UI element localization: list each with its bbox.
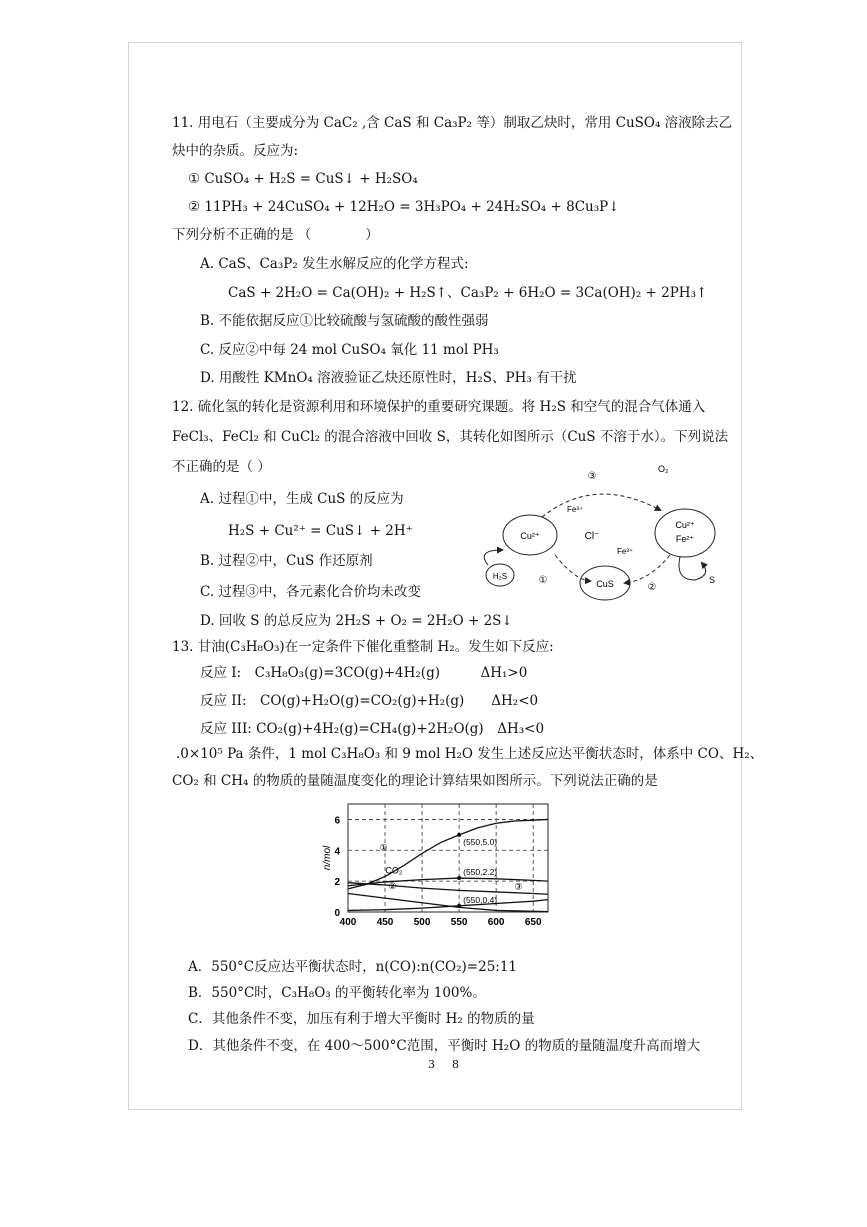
page-number: 3 (428, 1058, 435, 1071)
x-tick-label: 400 (339, 917, 357, 928)
q13-stem-line1: 13. 甘油(C₃H₈O₃)在一定条件下催化重整制 H₂。发生如下反应: (172, 639, 554, 655)
y-tick-label: 0 (334, 908, 340, 919)
cycle-arrow-step1 (555, 555, 590, 581)
chloride-label: Cl⁻ (584, 531, 600, 542)
cu-fe-node-label-1: Cu²⁺ (675, 520, 695, 530)
q12-option-a: A. 过程①中，生成 CuS 的反应为 (200, 491, 404, 507)
y-tick-label: 6 (334, 815, 340, 827)
q11-reaction-1: ① CuSO₄ + H₂S = CuS↓ + H₂SO₄ (188, 171, 418, 187)
step2-label: ② (647, 582, 657, 593)
q12-stem-line1: 12. 硫化氢的转化是资源利用和环境保护的重要研究课题。将 H₂S 和空气的混合气体通入 (172, 399, 706, 415)
x-tick-label: 450 (376, 917, 394, 928)
fe3-bottom-label: Fe³⁺ (617, 547, 634, 556)
y-tick-label: 4 (334, 846, 340, 858)
annotation-label: (550,2.2) (463, 867, 498, 878)
h2s-arrow (484, 550, 502, 565)
q11-option-c: C. 反应②中每 24 mol CuSO₄ 氧化 11 mol PH₃ (200, 342, 499, 358)
series-line-4 (348, 900, 548, 911)
series-label: ② (388, 880, 397, 891)
q11-option-a-equation: CaS + 2H₂O = Ca(OH)₂ + H₂S↑、Ca₃P₂ + 6H₂O = 3Ca(OH)₂ + 2PH₃↑ (228, 285, 708, 301)
q11-question: 下列分析不正确的是 （ ） (172, 227, 379, 243)
o2-label: O₂ (658, 464, 669, 474)
q13-condition-line1: .0×10⁵ Pa 条件，1 mol C₃H₈O₃ 和 9 mol H₂O 发生上述反应达平衡状态时，体系中 CO、H₂、 (176, 746, 764, 762)
series-label: ① (379, 842, 388, 853)
cu-fe-node-label-2: Fe²⁺ (675, 534, 695, 544)
s-label: S (709, 575, 716, 585)
q13-reaction-2: 反应 II: CO(g)+H₂O(g)=CO₂(g)+H₂(g) ΔH₂<0 (200, 693, 539, 709)
q13-condition-line2: CO₂ 和 CH₄ 的物质的量随温度变化的理论计算结果如图所示。下列说法正确的是 (172, 773, 658, 789)
cus-node-label: CuS (596, 579, 614, 589)
series-label: ③ (514, 881, 523, 892)
sulfur-cycle-diagram (480, 455, 735, 615)
q11-option-b: B. 不能依据反应①比较硫酸与氢硫酸的酸性强弱 (200, 313, 489, 329)
q11-reaction-2: ② 11PH₃ + 24CuSO₄ + 12H₂O = 3H₃PO₄ + 24H₂SO₄ + 8Cu₃P↓ (188, 199, 620, 215)
q12-option-d: D. 回收 S 的总反应为 2H₂S + O₂ = 2H₂O + 2S↓ (200, 613, 513, 629)
q12-option-a-equation: H₂S + Cu²⁺ = CuS↓ + 2H⁺ (228, 523, 413, 539)
q11-option-d: D. 用酸性 KMnO₄ 溶液验证乙炔还原性时，H₂S、PH₃ 有干扰 (200, 370, 577, 386)
equilibrium-chart (320, 798, 560, 932)
y-tick-label: 2 (334, 877, 340, 889)
x-tick-label: 550 (450, 917, 468, 928)
q13-option-d: D．其他条件不变，在 400～500°C范围，平衡时 H₂O 的物质的量随温度升高而增大 (188, 1038, 701, 1054)
cu-node-label: Cu²⁺ (520, 531, 540, 541)
series-label: CO₂ (385, 865, 403, 876)
q13-reaction-1: 反应 I: C₃H₈O₃(g)=3CO(g)+4H₂(g) ΔH₁>0 (200, 665, 528, 681)
annotation-point (457, 904, 461, 908)
q11-stem-line1: 11. 用电石（主要成分为 CaC₂ ,含 CaS 和 Ca₃P₂ 等）制取乙炔时，常用 CuSO₄ 溶液除去乙 (172, 115, 733, 131)
x-tick-label: 600 (487, 917, 505, 928)
annotation-point (457, 876, 461, 880)
y-axis-label: n/mol (322, 845, 333, 871)
q13-option-b: B．550°C时，C₃H₈O₃ 的平衡转化率为 100%。 (188, 985, 486, 1001)
cycle-arrow-step2 (625, 555, 670, 583)
q11-stem-line2: 炔中的杂质。反应为: (172, 143, 299, 159)
q13-option-a: A．550°C反应达平衡状态时，n(CO):n(CO₂)=25:11 (188, 959, 518, 975)
fe3-top-label: Fe³⁺ (567, 505, 584, 514)
annotation-label: (550,5.0) (463, 836, 498, 847)
q12-option-c: C. 过程③中，各元素化合价均未改变 (200, 584, 421, 600)
step1-label: ① (538, 575, 548, 586)
page-total: 8 (452, 1058, 459, 1071)
annotation-label: (550,0.4) (463, 894, 498, 905)
x-tick-label: 500 (413, 917, 431, 928)
q11-option-a: A. CaS、Ca₃P₂ 发生水解反应的化学方程式: (200, 256, 469, 272)
step3-label: ③ (587, 471, 597, 482)
q12-stem-line2: FeCl₃、FeCl₂ 和 CuCl₂ 的混合溶液中回收 S，其转化如图所示（CuS 不溶于水）。下列说法 (172, 429, 729, 445)
q13-option-c: C．其他条件不变，加压有利于增大平衡时 H₂ 的物质的量 (188, 1011, 535, 1027)
q12-option-b: B. 过程②中，CuS 作还原剂 (200, 553, 373, 569)
annotation-point (457, 833, 461, 837)
q12-stem-line3: 不正确的是（ ） (172, 459, 271, 475)
x-tick-label: 650 (524, 917, 542, 928)
s-arrow (679, 557, 706, 580)
q13-reaction-3: 反应 III: CO₂(g)+4H₂(g)=CH₄(g)+2H₂O(g) ΔH₃<0 (200, 721, 545, 737)
cycle-arrow-step3 (542, 494, 660, 517)
cu-fe-node (655, 509, 715, 557)
h2s-label: H₂S (492, 572, 508, 581)
